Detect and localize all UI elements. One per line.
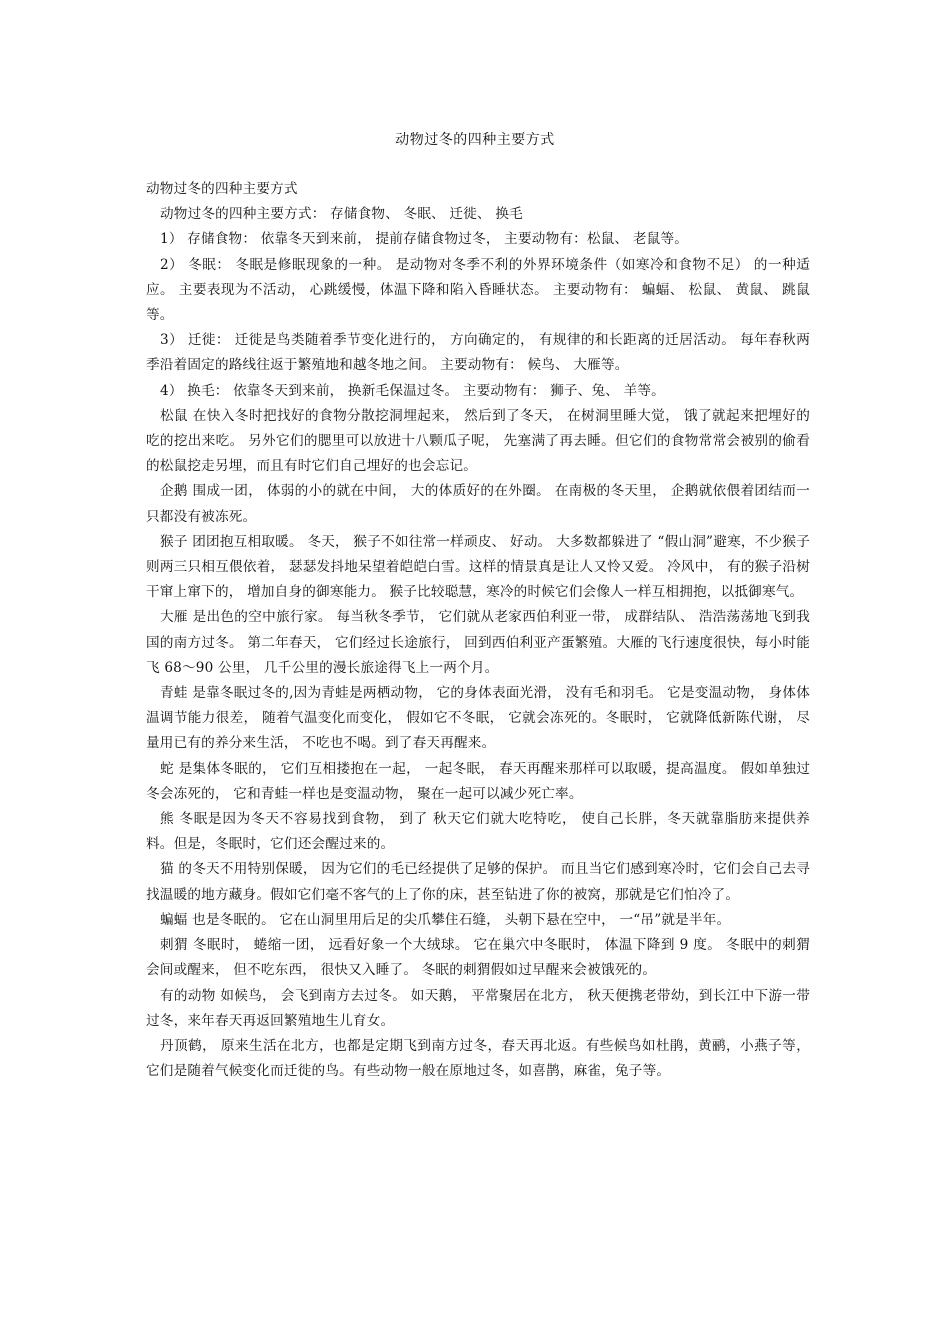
paragraph-bear: 熊 冬眠是因为冬天不容易找到食物， 到了 秋天它们就大吃特吃， 使自己长胖，冬天就靠脂肪来提供养料。但是，冬眠时，它们还会醒过来的。 <box>146 811 810 853</box>
paragraph-squirrel: 松鼠 在快入冬时把找好的食物分散挖洞埋起来， 然后到了冬天， 在树洞里睡大觉， 饿了就起来把埋好的吃的挖出来吃。 另外它们的腮里可以放进十八颗瓜子呢， 先塞满了再去睡。但它们的食物常常会被别的偷看的松鼠挖走另埋，而且有时它们自己埋好的也会忘记。 <box>146 407 810 475</box>
paragraph-method-molting: 4） 换毛： 依靠冬天到来前， 换新毛保温过冬。 主要动物有： 狮子、兔、 羊等。 <box>160 382 665 399</box>
paragraph-method-storage: 1） 存储食物： 依靠冬天到来前， 提前存储食物过冬， 主要动物有：松鼠、 老鼠等。 <box>160 231 689 248</box>
paragraph-method-hibernation: 2） 冬眠： 冬眠是修眠现象的一种。 是动物对冬季不利的外界环境条件（如寒冷和食物不足） 的一种适应。 主要表现为不活动， 心跳缓慢，体温下降和陷入昏睡状态。 主要动物有： 蝙蝠、 松鼠、 黄鼠、 跳鼠等。 <box>146 256 810 324</box>
document-body <box>146 177 810 1084</box>
section-heading: 动物过冬的四种主要方式 <box>146 181 298 197</box>
paragraph-frog: 青蛙 是靠冬眠过冬的,因为青蛙是两栖动物， 它的身体表面光滑， 没有毛和羽毛。 它是变温动物， 身体体温调节能力很差， 随着气温变化而变化， 假如它不冬眠， 它就会冻死的。冬眠时， 它就降低新陈代谢， 尽量用已有的养分来生活， 不吃也不喝。到了春天再醒来。 <box>146 685 810 752</box>
paragraph-crane: 丹顶鹤， 原来生活在北方，也都是定期飞到南方过冬，春天再北返。有些候鸟如杜鹃，黄鹂，小燕子等，它们是随着气候变化而迁徙的鸟。有些动物一般在原地过冬，如喜鹊，麻雀，兔子等。 <box>146 1037 810 1080</box>
paragraph-migratory-birds: 有的动物 如候鸟， 会飞到南方去过冬。 如天鹅， 平常聚居在北方， 秋天便携老带幼，到长江中下游一带过冬，来年春天再返回繁殖地生儿育女。 <box>146 987 810 1029</box>
paragraph-wild-goose: 大雁 是出色的空中旅行家。 每当秋冬季节， 它们就从老家西伯利亚一带， 成群结队、 浩浩荡荡地飞到我国的南方过冬。 第二年春天， 它们经过长途旅行， 回到西伯利亚产蛋繁殖。大雁的飞行速度很快，每小时能飞 68～90 公里， 几千公里的漫长旅途得飞上一两个月。 <box>146 609 810 676</box>
paragraph-monkey: 猴子 团团抱互相取暖。 冬天， 猴子不如往常一样顽皮、 好动。 大多数都躲进了 “假山洞”避寒，不少猴子则两三只相互偎依着， 瑟瑟发抖地呆望着皑皑白雪。这样的情景真是让人又怜又爱。 冷风中， 有的猴子沿树干窜上窜下的， 增加自身的御寒能力。 猴子比较聪慧，寒冷的时候它们会像人一样互相拥抱，以抵御寒气。 <box>146 533 810 601</box>
document-title: 动物过冬的四种主要方式 <box>395 132 555 148</box>
paragraph-hedgehog: 刺猬 冬眠时， 蜷缩一团， 远看好象一个大绒球。 它在巢穴中冬眠时， 体温下降到 9 度。 冬眠中的刺猬会间或醒来， 但不吃东西， 很快又入睡了。 冬眠的刺猬假如过早醒来会被饿死的。 <box>146 937 810 979</box>
paragraph-cat: 猫 的冬天不用特别保暖， 因为它们的毛已经提供了足够的保护。 而且当它们感到寒冷时，它们会自己去寻找温暖的地方藏身。假如它们毫不客气的上了你的床，甚至钻进了你的被窝，那就是它们怕冷了。 <box>146 861 810 903</box>
paragraph-penguin: 企鹅 围成一团， 体弱的小的就在中间， 大的体质好的在外圈。 在南极的冬天里， 企鹅就依偎着团结而一只都没有被冻死。 <box>146 483 810 525</box>
paragraph-bat: 蝙蝠 也是冬眠的。 它在山洞里用后足的尖爪攀住石缝， 头朝下悬在空中， 一“吊”就是半年。 <box>160 911 731 928</box>
paragraph-snake: 蛇 是集体冬眠的， 它们互相搂抱在一起， 一起冬眠， 春天再醒来那样可以取暖，提高温度。 假如单独过冬会冻死的， 它和青蛙一样也是变温动物， 聚在一起可以减少死亡率。 <box>146 760 810 802</box>
paragraph-method-migration: 3） 迁徙： 迁徙是鸟类随着季节变化进行的， 方向确定的， 有规律的和长距离的迁居活动。 每年春秋两季沿着固定的路线往返于繁殖地和越冬地之间。 主要动物有： 候鸟、 大雁等。 <box>146 332 810 374</box>
paragraph-overview: 动物过冬的四种主要方式： 存储食物、 冬眠、 迁徙、 换毛 <box>160 206 523 223</box>
